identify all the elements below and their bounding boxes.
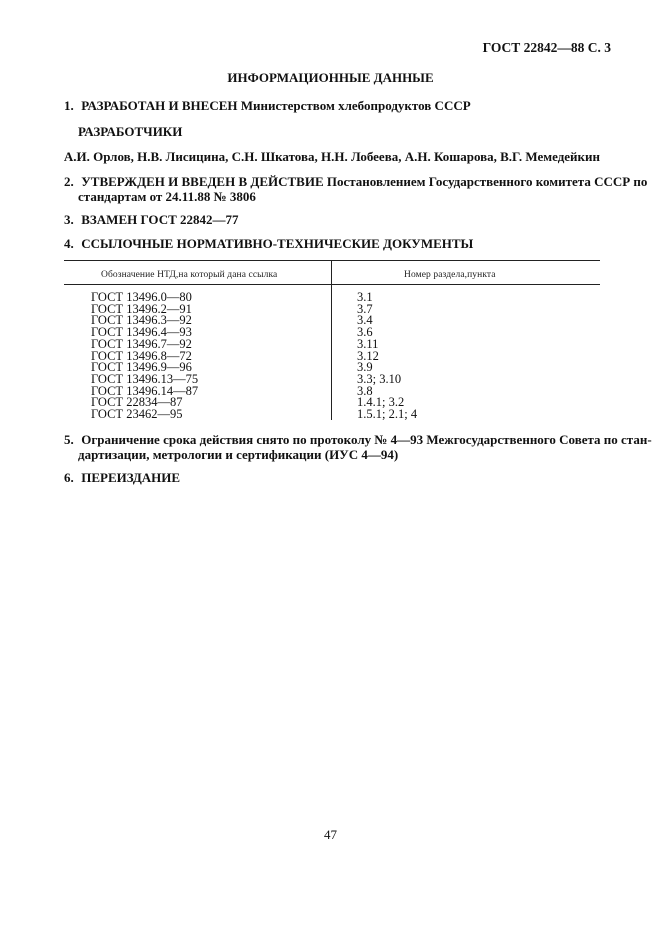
table-row: ГОСТ 13496.0—80 [91,290,192,304]
table-cell: 3.6 [357,325,373,340]
document-code: ГОСТ 22842—88 С. 3 [482,40,611,55]
section-3-text: ВЗАМЕН ГОСТ 22842—77 [81,212,239,227]
table-row: ГОСТ 13496.14—87 [91,383,199,398]
table-header-section: Номер раздела,пункта [404,270,496,280]
table-cell: 3.11 [357,336,379,351]
section-4-text: ССЫЛОЧНЫЕ НОРМАТИВНО-ТЕХНИЧЕСКИЕ ДОКУМЕНТЫ [81,236,474,251]
section-3 [64,212,239,228]
section-4 [64,236,473,252]
table-cell: 3.1 [357,290,373,304]
section-2-number: 2. [64,174,74,189]
table-cell: 3.4 [357,313,373,328]
table-column-sections [357,292,417,421]
table-column-designations [91,292,198,421]
table-top-rule [64,260,600,261]
table-row: ГОСТ 23462—95 [91,407,183,422]
section-6-number: 6. [64,470,74,485]
section-1 [64,98,471,114]
table-row: ГОСТ 22834—87 [91,395,183,410]
section-1-number: 1. [64,98,74,113]
page-title: ИНФОРМАЦИОННЫЕ ДАННЫЕ [227,70,434,85]
developers-list: А.И. Орлов, Н.В. Лисицина, С.Н. Шкатова, Н.Н. Лобеева, А.Н. Кошарова, В.Г. Мемедейкин [63,149,600,164]
table-row: ГОСТ 13496.4—93 [91,325,192,340]
section-2-line2: стандартам от 24.11.88 № 3806 [78,189,256,204]
table-cell: 3.9 [357,360,373,375]
section-5-line1: Ограничение срока действия снято по протоколу № 4—93 Межгосударственного Совета по стан- [81,432,652,447]
table-cell: 3.12 [357,348,379,363]
table-row: ГОСТ 13496.7—92 [91,336,192,351]
section-6-text: ПЕРЕИЗДАНИЕ [81,470,181,485]
section-2 [64,174,647,190]
table-row: ГОСТ 13496.2—91 [91,301,192,316]
developers-heading: РАЗРАБОТЧИКИ [78,124,183,139]
section-5-number: 5. [64,432,74,447]
table-cell: 3.8 [357,383,373,398]
table-header-rule [64,284,600,285]
table-cell: 1.5.1; 2.1; 4 [357,407,418,422]
section-4-number: 4. [64,236,74,251]
page-number: 47 [324,827,337,842]
table-cell: 3.7 [357,301,373,316]
table-column-divider [331,260,332,420]
table-cell: 1.4.1; 3.2 [357,395,405,410]
table-row: ГОСТ 13496.3—92 [91,313,192,328]
section-2-line1: УТВЕРЖДЕН И ВВЕДЕН В ДЕЙСТВИЕ Постановлением Государственного комитета СССР по [81,174,648,189]
section-5 [64,432,652,448]
table-cell: 3.3; 3.10 [357,371,402,386]
table-row: ГОСТ 13496.9—96 [91,360,192,375]
table-row: ГОСТ 13496.13—75 [91,371,199,386]
section-6 [64,470,180,486]
section-5-line2: дартизации, метрологии и сертификации (ИУС 4—94) [78,447,399,462]
section-3-number: 3. [64,212,74,227]
section-1-text: РАЗРАБОТАН И ВНЕСЕН Министерством хлебопродуктов СССР [81,98,471,113]
table-header-designation: Обозначение НТД,на который дана ссылка [101,270,278,280]
table-row: ГОСТ 13496.8—72 [91,348,192,363]
